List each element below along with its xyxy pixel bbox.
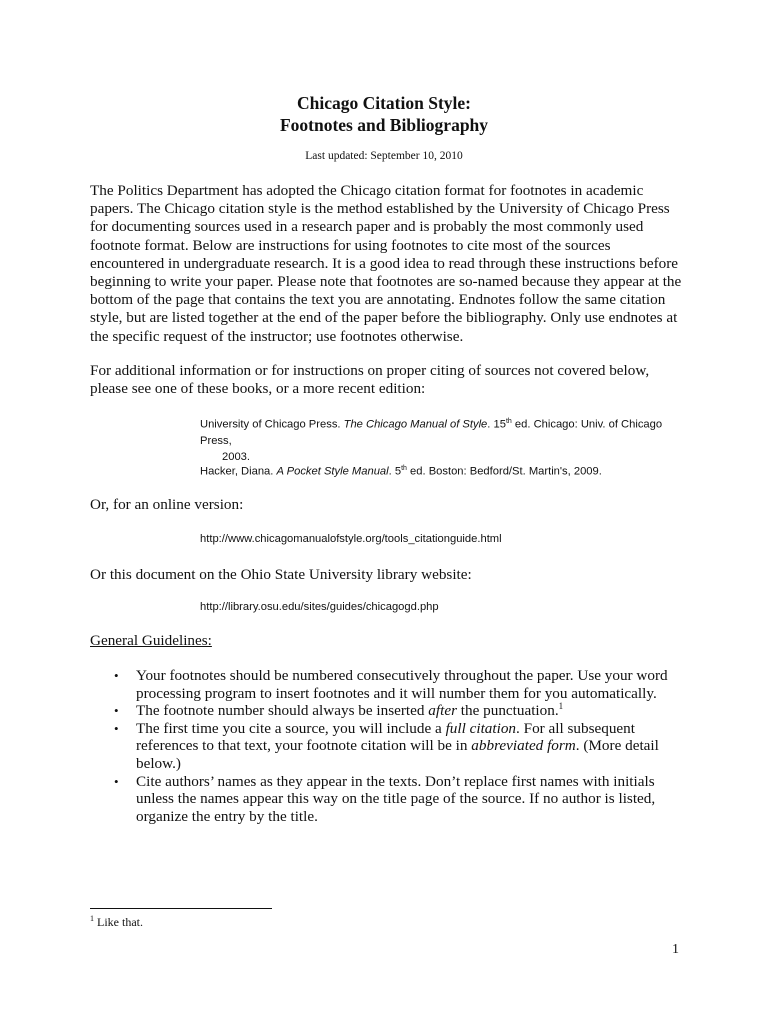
intro-paragraph (90, 182, 690, 346)
bullet-icon: • (114, 703, 119, 719)
title-line-2: Footnotes and Bibliography (279, 115, 489, 135)
title-line-1: Chicago Citation Style: (296, 93, 472, 113)
additional-info-paragraph (90, 362, 690, 398)
chicago-manual-url[interactable]: http://www.chicagomanualofstyle.org/tools_citationguide.html (200, 533, 502, 545)
general-guidelines-heading: General Guidelines: (90, 632, 212, 649)
reference-book-title: The Chicago Manual of Style (343, 418, 488, 431)
paragraph-line: the specific request of the instructor; use footnotes otherwise. (90, 327, 464, 345)
reference-continuation: 2003. (222, 450, 250, 463)
list-item: • The footnote number should always be inserted after the punctuation.$^1$ (114, 701, 564, 720)
list-item: • Cite authors’ names as they appear in the texts. Don’t replace first names with initials unless the names appear this way on the title page of the source. If no author is listed, organize the entry by the title. (114, 772, 656, 825)
footnote (90, 914, 143, 930)
footnote-reference[interactable]: 1 (558, 701, 564, 712)
paragraph-line: style, but are listed together at the end of the paper before the bibliography. Only use endnotes at (90, 309, 678, 327)
paragraph-line: For additional information or for instructions on proper citing of sources not covered below, (90, 362, 650, 379)
bullet-icon: • (114, 773, 119, 789)
paragraph-line: bottom of the page that contains the text you are annotating. Endnotes follow the same citation (90, 291, 666, 309)
reference-pocket-style-manual: Hacker, Diana. A Pocket Style Manual. 5th ed. Boston: Bedford/St. Martin's, 2009. (200, 465, 602, 478)
page-number: 1 (672, 942, 679, 957)
paragraph-line: encountered in undergraduate research. It is a good idea to read through these instructions before (90, 254, 679, 272)
bullet-icon: • (114, 720, 119, 736)
last-updated: Last updated: September 10, 2010 (305, 150, 463, 162)
reference-chicago-manual: University of Chicago Press. The Chicago Manual of Style. 15th ed. Chicago: Univ. of Chicago Press, 2003. (200, 414, 680, 465)
footnote-number: 1 (90, 914, 94, 923)
paragraph-line: footnote format. Below are instructions for using footnotes to cite most of the sources (90, 236, 611, 254)
paragraph-line: please see one of these books, or a more recent edition: (90, 380, 426, 398)
paragraph-line: The Politics Department has adopted the Chicago citation format for footnotes in academic (90, 182, 644, 199)
document-title (0, 92, 768, 136)
osu-library-intro: Or this document on the Ohio State University library website: (90, 566, 472, 583)
guidelines-list (90, 667, 690, 825)
osu-library-url[interactable]: http://library.osu.edu/sites/guides/chicagogd.php (200, 601, 439, 613)
online-version-intro: Or, for an online version: (90, 496, 244, 513)
reference-book-title: A Pocket Style Manual (276, 465, 389, 478)
paragraph-line: beginning to write your paper. Please note that footnotes are so-named because they appear at the (90, 273, 682, 291)
list-item: • Your footnotes should be numbered consecutively throughout the paper. Use your word processing program to insert footnotes and it will number them for you automatically. (114, 667, 668, 702)
paragraph-line: papers. The Chicago citation style is the method established by the University of Chicago Press (90, 200, 670, 218)
footnote-text: Like that. (94, 915, 143, 929)
list-item: • The first time you cite a source, you will include a full citation. For all subsequent references to that text, your footnote citation will be in abbreviated form. (More detail below.) (114, 719, 659, 772)
footnote-divider (90, 908, 272, 909)
paragraph-line: for documenting sources used in a research paper and is probably the most commonly used (90, 218, 644, 236)
bullet-icon: • (114, 668, 119, 683)
